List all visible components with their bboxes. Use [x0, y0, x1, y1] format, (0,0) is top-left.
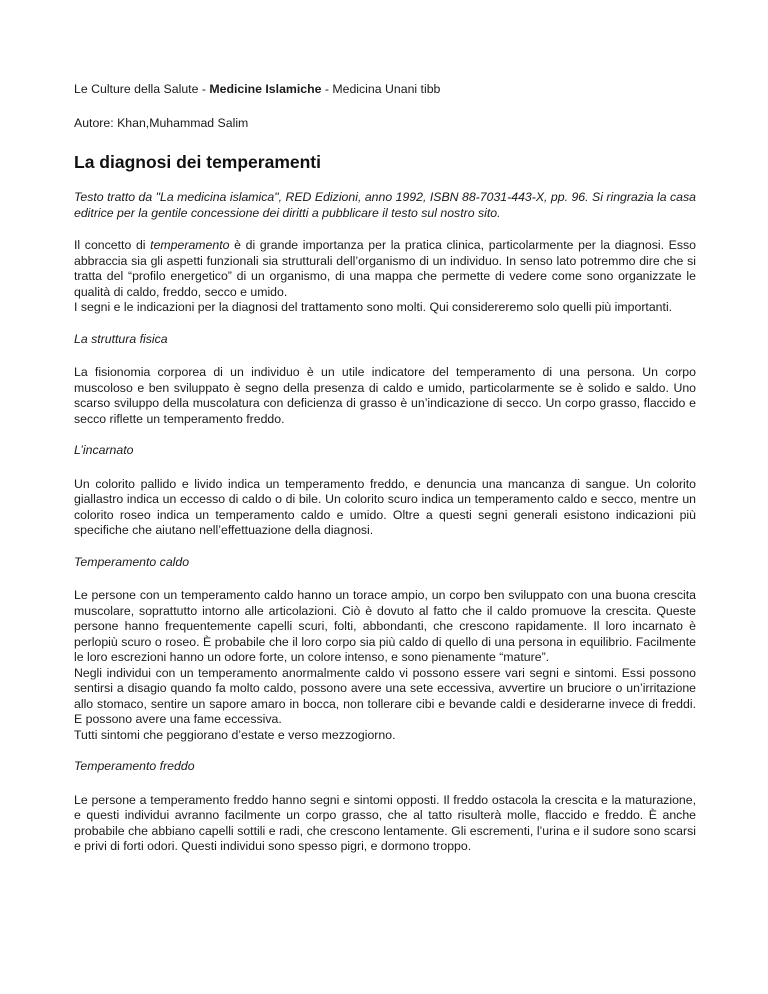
author-line: Autore: Khan,Muhammad Salim — [74, 115, 249, 130]
intro-text-start: Il concetto di — [74, 238, 151, 252]
section-text-incarnato: Un colorito pallido e livido indica un temperamento freddo, e denuncia una mancanza di sangue. Un colorito giallastro indica un eccesso di caldo o di bile. Un colorito scuro indica un temperamento caldo e secco, mentre un colorito roseo indica un temperamento caldo e umido. Oltre a questi segni generali esistono indicazioni più specifiche che aiutano nell’effettuazione della diagnosi. — [74, 476, 696, 537]
breadcrumb — [74, 82, 696, 98]
section-heading-caldo: Temperamento caldo — [74, 554, 190, 569]
source-note: Testo tratto da "La medicina islamica", RED Edizioni, anno 1992, ISBN 88-7031-443-X, pp. 96. Si ringrazia la casa editrice per la gentile concessione dei diritti a pubblicare il testo sul nostro sito. — [74, 190, 696, 220]
section-heading-struttura: La struttura fisica — [74, 331, 168, 346]
intro-paragraph-2: I segni e le indicazioni per la diagnosi del trattamento sono molti. Qui considereremo solo quelli più importanti. — [74, 300, 673, 314]
section-text-struttura: La fisionomia corporea di un individuo è un utile indicatore del temperamento di una persona. Un corpo muscoloso e ben sviluppato è segno della presenza di caldo e umido, particolarmente se è solido e saldo. Uno scarso sviluppo della muscolatura con deficienza di grasso è un’indicazione di secco. Un corpo grasso, flaccido e secco riflette un temperamento freddo. — [74, 365, 696, 426]
section-text-caldo-3: Tutti sintomi che peggiorano d’estate e verso mezzogiorno. — [74, 727, 396, 742]
intro-paragraph-1 — [74, 238, 696, 300]
intro-text-end: è di grande importanza per la pratica clinica, particolarmente per la diagnosi. Esso abbraccia sia gli aspetti funzionali sia strutturali dell’organismo di un individuo. In senso lato potremmo dire che si tratta del “profilo energetico” di un organismo, di una mappa che permette di vedere come sono organizzate le qualità di caldo, freddo, secco e umido. — [74, 238, 696, 299]
breadcrumb-section[interactable]: Le Culture della Salute - — [74, 82, 210, 96]
section-heading-incarnato: L’incarnato — [74, 443, 134, 457]
breadcrumb-sub[interactable]: - Medicina Unani tibb — [321, 82, 441, 96]
section-heading-freddo: Temperamento freddo — [74, 759, 195, 773]
section-text-freddo-1: Le persone a temperamento freddo hanno segni e sintomi opposti. Il freddo ostacola la crescita e la maturazione, e questi individui avranno facilmente un corpo grasso, che al tatto risulterà molle, flaccido e freddo. È anche probabile che abbiano capelli sottili e radi, che crescono lentamente. Gli escrementi, l’urina e il sudore sono scarsi e privi di forti odori. Questi individui sono spesso pigri, e dormono troppo. — [74, 792, 696, 853]
page-title: La diagnosi dei temperamenti — [74, 152, 321, 172]
breadcrumb-category[interactable]: Medicine Islamiche — [209, 82, 322, 96]
section-text-caldo-1: Le persone con un temperamento caldo hanno un torace ampio, un corpo ben sviluppato con una buona crescita muscolare, soprattutto intorno alle articolazioni. Ciò è dovuto al fatto che il caldo promuove la crescita. Queste persone hanno frequentemente capelli scuri, folti, abbondanti, che crescono rapidamente. Il loro incarnato è perlopiù scuro o roseo. È probabile che il loro corpo sia più caldo di quello di una persona in equilibrio. Facilmente le loro escrezioni hanno un odore forte, un colore intenso, e sono pienamente “mature”. — [74, 588, 696, 664]
intro-emphasis: temperamento — [150, 238, 230, 252]
section-text-caldo-2: Negli individui con un temperamento anormalmente caldo vi possono essere vari segni e sintomi. Essi possono sentirsi a disagio quando fa molto caldo, possono avere una sete eccessiva, avvertire un bruciore o un’irritazione allo stomaco, sentire un sapore amaro in bocca, non tollerare cibi e bevande caldi e desiderarne invece di freddi. E possono avere una fame eccessiva. — [74, 665, 696, 726]
